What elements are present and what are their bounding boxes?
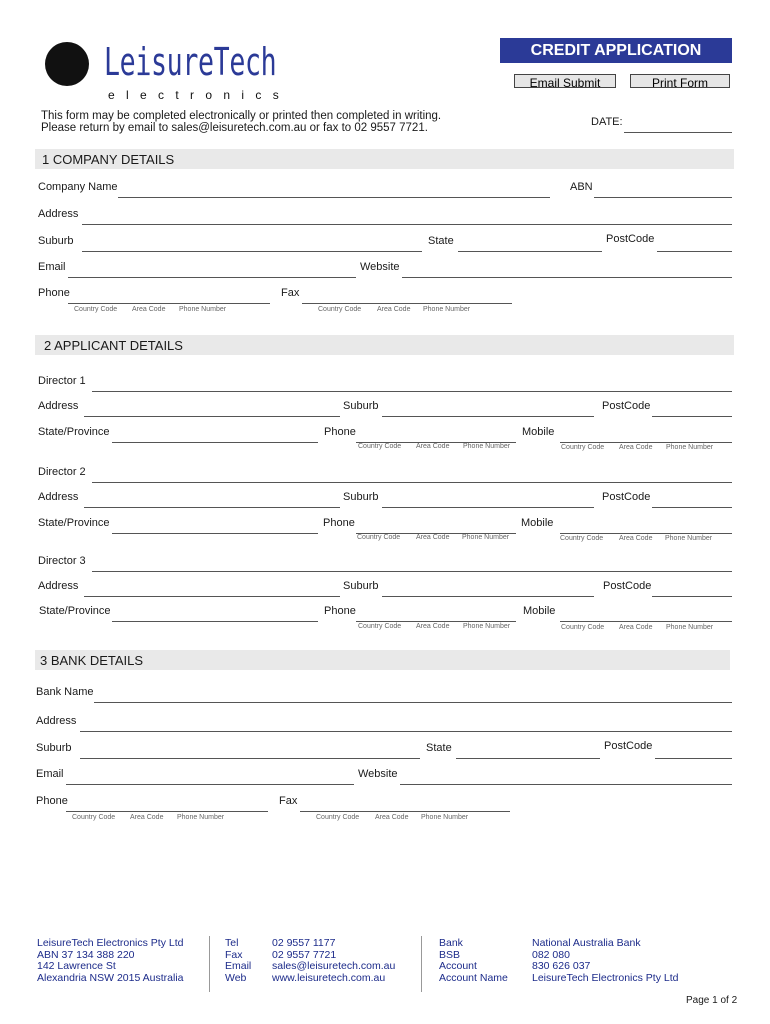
bank-name-label: Bank Name [36, 686, 94, 698]
intro-line-2: Please return by email to sales@leisuretech.com.au or fax to 02 9557 7721. [41, 122, 428, 134]
d3-phone-country-hint: Country Code [358, 623, 402, 630]
footer-contact-values [272, 938, 395, 984]
director-3-state-label: State/Province [39, 605, 111, 617]
d3-phone-area-hint: Area Code [416, 623, 450, 630]
director-3-field[interactable] [92, 557, 732, 572]
director-1-suburb-field[interactable] [382, 402, 594, 417]
company-suburb-label: Suburb [38, 235, 74, 247]
d3-mobile-country-hint: Country Code [561, 624, 605, 631]
section-applicant-header [35, 335, 734, 355]
page-number: Page 1 of 2 [686, 995, 738, 1006]
director-2-state-label: State/Province [38, 517, 110, 529]
bank-phone-label: Phone [36, 795, 68, 807]
footer-divider-2 [421, 936, 422, 992]
director-3-suburb-field[interactable] [382, 582, 594, 597]
company-suburb-field[interactable] [82, 237, 422, 252]
bank-suburb-label: Suburb [36, 742, 72, 754]
company-phone-field[interactable] [68, 289, 270, 304]
director-3-mobile-label: Mobile [523, 605, 556, 617]
director-2-suburb-label: Suburb [343, 491, 379, 503]
company-postcode-field[interactable] [657, 237, 732, 252]
director-2-mobile-field[interactable] [560, 519, 732, 534]
footer-email-label: Email [225, 960, 252, 972]
footer-account-value: 830 626 037 [532, 960, 591, 972]
d2-mobile-number-hint: Phone Number [665, 535, 713, 542]
bank-website-field[interactable] [400, 770, 732, 785]
director-3-phone-field[interactable] [356, 607, 516, 622]
director-2-phone-field[interactable] [356, 519, 516, 534]
logo-disc-icon [45, 42, 89, 86]
footer-tel-value: 02 9557 1177 [272, 937, 336, 949]
fax-number-hint: Phone Number [423, 306, 471, 313]
email-submit-button[interactable]: Email Submit [514, 74, 616, 88]
bank-address-label: Address [36, 715, 77, 727]
footer-bsb-label: BSB [439, 948, 461, 961]
director-2-state-field[interactable] [112, 519, 318, 534]
director-2-suburb-field[interactable] [382, 493, 594, 508]
brand-name: LeisureTech [104, 40, 277, 84]
footer-company-name: LeisureTech Electronics Pty Ltd [37, 937, 184, 949]
bank-address-field[interactable] [80, 717, 732, 732]
footer-fax-value: 02 9557 7721 [272, 948, 337, 961]
footer-tel-label: Tel [225, 937, 239, 949]
footer-account-name-label: Account Name [439, 971, 508, 984]
bank-name-field[interactable] [94, 688, 732, 703]
date-field[interactable] [624, 118, 732, 133]
company-fax-label: Fax [281, 287, 300, 299]
footer-account-label: Account [439, 960, 477, 972]
footer-web-link[interactable]: www.leisuretech.com.au [272, 971, 386, 984]
director-2-postcode-field[interactable] [652, 493, 732, 508]
company-address-label: Address [38, 208, 79, 220]
company-address-field[interactable] [82, 210, 732, 225]
footer-bank-label: Bank [439, 937, 463, 949]
director-1-address-field[interactable] [84, 402, 340, 417]
phone-area-code-hint: Area Code [132, 306, 166, 313]
footer-company-block [37, 938, 184, 984]
form-title: CREDIT APPLICATION [500, 38, 732, 63]
footer-web-label: Web [225, 971, 247, 984]
footer-street: 142 Lawrence St [37, 960, 116, 972]
director-3-address-label: Address [38, 580, 79, 592]
director-1-field[interactable] [92, 377, 732, 392]
footer-abn: ABN 37 134 388 220 [37, 948, 135, 961]
d1-mobile-area-hint: Area Code [619, 444, 653, 451]
company-email-field[interactable] [68, 263, 356, 278]
section-bank-title: 3 BANK DETAILS [40, 653, 144, 668]
intro-line-1: This form may be completed electronically or printed then completed in writing. [41, 110, 442, 122]
director-3-mobile-field[interactable] [560, 607, 732, 622]
director-3-suburb-label: Suburb [343, 580, 379, 592]
section-company-title: 1 COMPANY DETAILS [42, 152, 175, 167]
bank-phone-country-hint: Country Code [72, 814, 116, 821]
director-1-phone-field[interactable] [356, 428, 516, 443]
bank-suburb-field[interactable] [80, 744, 420, 759]
bank-postcode-label: PostCode [604, 740, 653, 752]
director-1-state-field[interactable] [112, 428, 318, 443]
phone-number-hint: Phone Number [179, 306, 227, 313]
director-1-mobile-field[interactable] [560, 428, 732, 443]
d1-phone-number-hint: Phone Number [463, 443, 511, 450]
footer-email-link[interactable]: sales@leisuretech.com.au [272, 960, 396, 972]
director-1-suburb-label: Suburb [343, 400, 379, 412]
company-website-field[interactable] [402, 263, 732, 278]
d2-phone-number-hint: Phone Number [462, 534, 510, 541]
director-2-address-label: Address [38, 491, 79, 503]
bank-fax-country-hint: Country Code [316, 814, 360, 821]
company-phone-label: Phone [38, 287, 70, 299]
section-applicant-title: 2 APPLICANT DETAILS [44, 338, 183, 353]
director-2-address-field[interactable] [84, 493, 340, 508]
director-3-label: Director 3 [38, 555, 86, 567]
print-form-button[interactable]: Print Form [630, 74, 730, 88]
director-2-phone-label: Phone [323, 517, 355, 529]
director-3-postcode-label: PostCode [603, 580, 652, 592]
director-3-state-field[interactable] [112, 607, 318, 622]
fax-country-code-hint: Country Code [318, 306, 362, 313]
company-name-field[interactable] [118, 183, 550, 198]
abn-field[interactable] [594, 183, 732, 198]
date-label: DATE: [591, 116, 623, 128]
d1-mobile-number-hint: Phone Number [666, 444, 714, 451]
bank-fax-label: Fax [279, 795, 298, 807]
footer-account-name-value: LeisureTech Electronics Pty Ltd [532, 971, 679, 984]
fax-area-code-hint: Area Code [377, 306, 411, 313]
section-bank-header [35, 650, 730, 670]
d2-mobile-area-hint: Area Code [619, 535, 653, 542]
director-1-label: Director 1 [38, 375, 86, 387]
d3-mobile-area-hint: Area Code [619, 624, 653, 631]
director-1-address-label: Address [38, 400, 79, 412]
director-3-phone-label: Phone [324, 605, 356, 617]
director-1-postcode-label: PostCode [602, 400, 651, 412]
d2-phone-area-hint: Area Code [416, 534, 450, 541]
d3-mobile-number-hint: Phone Number [666, 624, 714, 631]
company-state-field[interactable] [458, 237, 602, 252]
d2-mobile-country-hint: Country Code [560, 535, 604, 542]
bank-fax-number-hint: Phone Number [421, 814, 469, 821]
company-state-label: State [428, 235, 454, 247]
d1-phone-country-hint: Country Code [358, 443, 402, 450]
footer-contact-labels [225, 938, 251, 984]
director-2-postcode-label: PostCode [602, 491, 651, 503]
footer-fax-label: Fax [225, 948, 243, 961]
bank-website-label: Website [358, 768, 398, 780]
bank-phone-number-hint: Phone Number [177, 814, 225, 821]
bank-postcode-field[interactable] [655, 744, 732, 759]
brand-subtitle: e l e c t r o n i c s [108, 88, 283, 102]
bank-state-field[interactable] [456, 744, 600, 759]
director-1-phone-label: Phone [324, 426, 356, 438]
footer-divider-1 [209, 936, 210, 992]
director-1-state-label: State/Province [38, 426, 110, 438]
company-name-label: Company Name [38, 181, 118, 193]
director-2-label: Director 2 [38, 466, 86, 478]
director-1-mobile-label: Mobile [522, 426, 555, 438]
company-email-label: Email [38, 261, 66, 273]
director-3-address-field[interactable] [84, 582, 340, 597]
director-3-postcode-field[interactable] [652, 582, 732, 597]
footer-bank-values [532, 938, 679, 984]
bank-phone-area-hint: Area Code [130, 814, 164, 821]
bank-fax-area-hint: Area Code [375, 814, 409, 821]
director-2-mobile-label: Mobile [521, 517, 554, 529]
director-2-field[interactable] [92, 468, 732, 483]
bank-email-field[interactable] [66, 770, 354, 785]
company-postcode-label: PostCode [606, 233, 655, 245]
footer-city: Alexandria NSW 2015 Australia [37, 971, 184, 984]
footer-bank-value: National Australia Bank [532, 937, 641, 949]
d2-phone-country-hint: Country Code [357, 534, 401, 541]
company-fax-field[interactable] [302, 289, 512, 304]
abn-label: ABN [570, 181, 593, 193]
d1-phone-area-hint: Area Code [416, 443, 450, 450]
bank-state-label: State [426, 742, 452, 754]
company-website-label: Website [360, 261, 400, 273]
director-1-postcode-field[interactable] [652, 402, 732, 417]
footer-bank-labels [439, 938, 508, 984]
section-company-header [35, 149, 734, 169]
bank-email-label: Email [36, 768, 64, 780]
footer-bsb-value: 082 080 [532, 948, 570, 961]
bank-phone-field[interactable] [66, 797, 268, 812]
bank-fax-field[interactable] [300, 797, 510, 812]
d1-mobile-country-hint: Country Code [561, 444, 605, 451]
d3-phone-number-hint: Phone Number [463, 623, 511, 630]
phone-country-code-hint: Country Code [74, 306, 118, 313]
